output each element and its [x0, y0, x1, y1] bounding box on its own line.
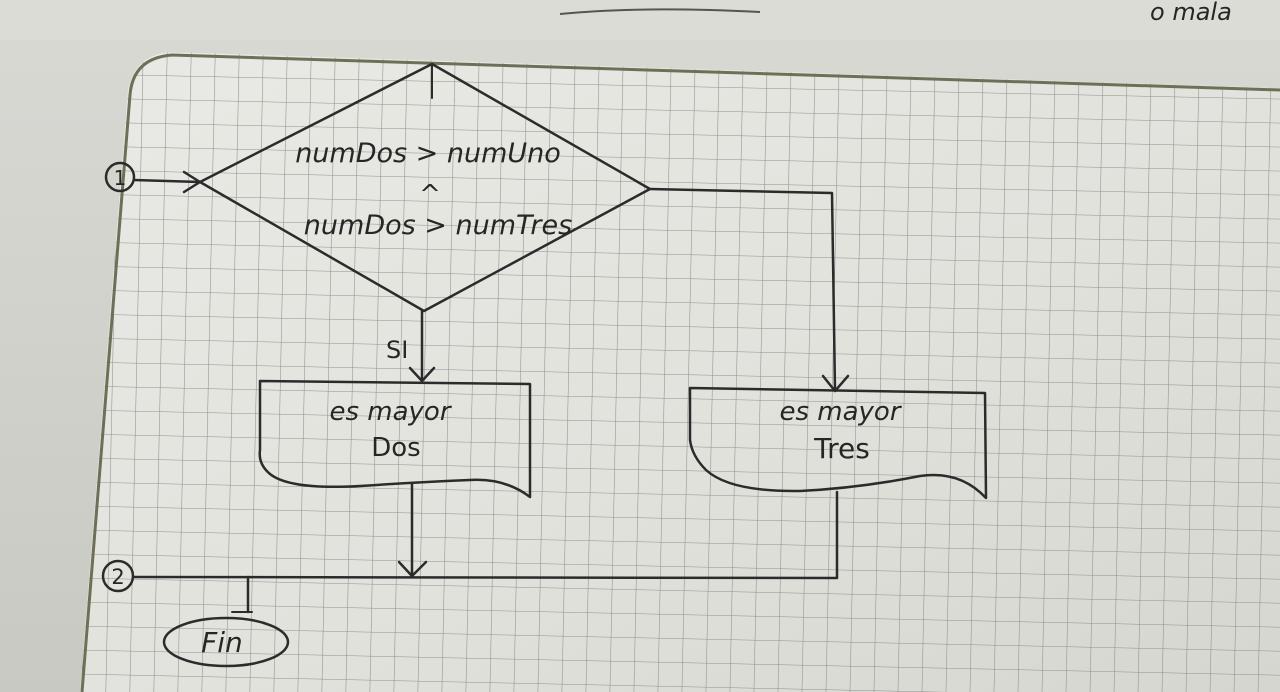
condition-line-1: numDos > numUno: [295, 138, 561, 169]
connector-end-label: 2: [111, 565, 125, 589]
connector-start-label: 1: [113, 166, 127, 190]
condition-operator: ^: [419, 180, 441, 210]
output-tres-line-2: Tres: [814, 432, 870, 465]
condition-line-2: numDos > numTres: [303, 210, 573, 241]
header-scribble: o mala: [1150, 0, 1232, 26]
grid-paper: [80, 52, 1280, 692]
output-dos-line-1: es mayor: [329, 397, 451, 427]
end-terminal-label: Fin: [201, 626, 243, 659]
output-tres-line-1: es mayor: [779, 397, 901, 427]
background-page: [0, 0, 1280, 40]
yes-label: SI: [386, 336, 409, 364]
output-dos-line-2: Dos: [371, 433, 421, 463]
